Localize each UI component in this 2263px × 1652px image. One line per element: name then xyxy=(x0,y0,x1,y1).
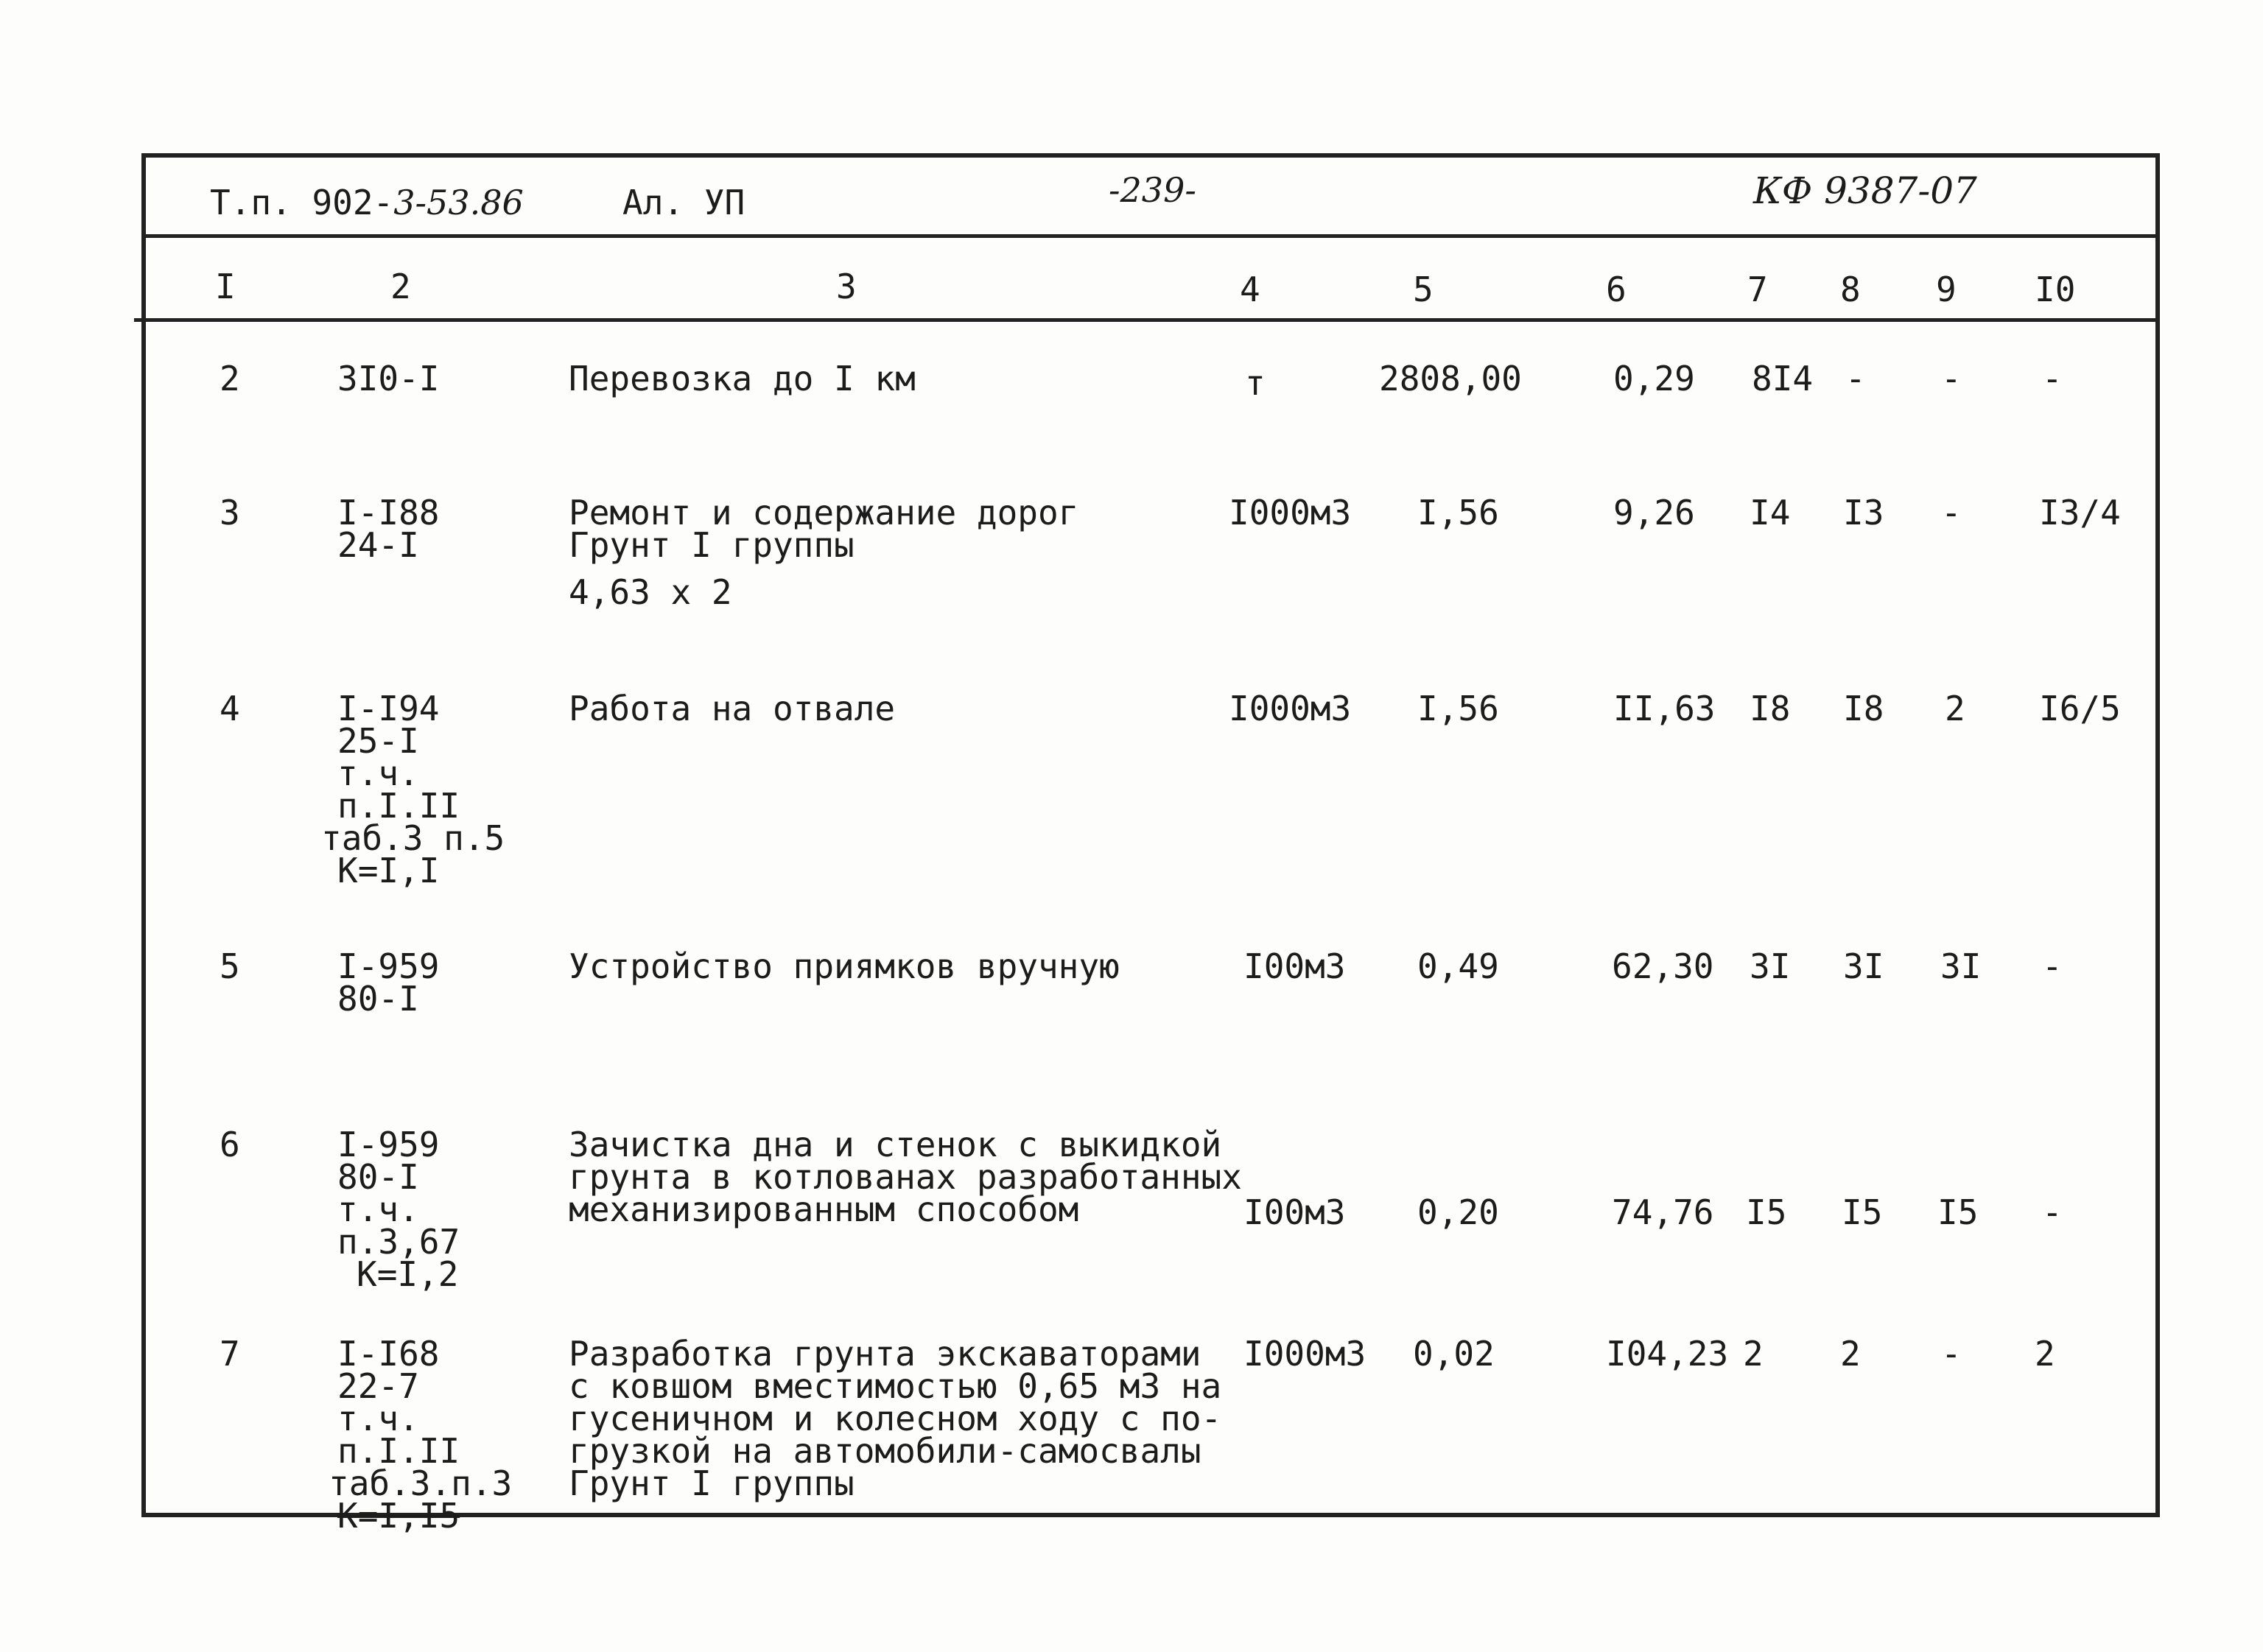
unit: I000м3 xyxy=(1229,689,1352,728)
code-line: К=I,I5 xyxy=(337,1496,460,1536)
description-line: гусеничном и колесном ходу с по- xyxy=(569,1399,1222,1438)
document-code: КФ 9387-07 xyxy=(1753,169,1977,212)
code-line: 3I0-I xyxy=(337,359,440,398)
quantity: I,56 xyxy=(1417,493,1499,532)
work-description xyxy=(569,1334,1222,1503)
col7-value: I4 xyxy=(1750,493,1791,532)
description-line: Работа на отвале xyxy=(569,689,896,728)
col8-value: I5 xyxy=(1842,1192,1883,1232)
description-line: Устройство приямков вручную xyxy=(569,946,1120,986)
description-line: грунта в котлованах разработанных xyxy=(569,1157,1242,1197)
description-line: механизированным способом xyxy=(569,1189,1079,1229)
col8-value: 2 xyxy=(1840,1334,1861,1374)
row-number: 6 xyxy=(220,1125,240,1164)
col10-value: - xyxy=(2042,946,2063,986)
code-line: I-I88 xyxy=(337,493,440,532)
col9-value: I5 xyxy=(1937,1192,1979,1232)
album-label: Ал. УП xyxy=(622,183,745,222)
unit: I000м3 xyxy=(1243,1334,1366,1374)
col10-value: 2 xyxy=(2035,1334,2055,1374)
quantity: I,56 xyxy=(1417,689,1499,728)
col-number-8: 8 xyxy=(1840,270,1861,309)
code-line: т.ч. xyxy=(337,1399,419,1438)
header-divider xyxy=(141,234,2160,238)
code-line: 80-I xyxy=(337,1157,419,1197)
code-line: I-I68 xyxy=(337,1334,440,1374)
code-line: 80-I xyxy=(337,979,419,1019)
col7-value: 3I xyxy=(1750,946,1791,986)
col9-value: 2 xyxy=(1945,689,1965,728)
work-description xyxy=(569,946,1120,986)
page-number: -239- xyxy=(1109,170,1196,210)
code-line: I-959 xyxy=(337,946,440,986)
code-line: т.ч. xyxy=(337,1189,419,1229)
description-line: Ремонт и содержание дорог xyxy=(569,493,1079,532)
code-line: I-I94 xyxy=(337,689,440,728)
col10-value: - xyxy=(2042,359,2063,398)
col-number-4: 4 xyxy=(1240,270,1260,309)
code-line: п.3,67 xyxy=(337,1222,460,1262)
doc-prefix: Т.п. 902- xyxy=(210,183,394,222)
doc-handwritten-part: 3-53.86 xyxy=(393,183,524,222)
code-line: К=I,I xyxy=(337,851,440,890)
col-number-7: 7 xyxy=(1747,270,1768,309)
rate: I04,23 xyxy=(1606,1334,1729,1374)
row-number: 3 xyxy=(220,493,240,532)
col7-value: 2 xyxy=(1743,1334,1764,1374)
code-line: п.I.II xyxy=(337,1431,460,1471)
col-number-5: 5 xyxy=(1413,270,1434,309)
col9-value: - xyxy=(1941,1334,1962,1374)
col9-value: 3I xyxy=(1940,946,1982,986)
description-line: Разработка грунта экскаваторами xyxy=(569,1334,1201,1374)
col10-value: I6/5 xyxy=(2039,689,2121,728)
col-number-3: 3 xyxy=(836,267,857,306)
code-line: К=I,2 xyxy=(357,1254,459,1294)
description-line: грузкой на автомобили-самосвалы xyxy=(569,1431,1201,1471)
work-description xyxy=(569,1125,1242,1229)
code-line: таб.3 п.5 xyxy=(321,818,505,858)
unit: I00м3 xyxy=(1243,1192,1346,1232)
description-line: Грунт I группы xyxy=(569,1463,855,1503)
code-line: 22-7 xyxy=(337,1366,419,1406)
col10-value: I3/4 xyxy=(2039,493,2121,532)
col7-value: 8I4 xyxy=(1752,359,1814,398)
col-number-10: I0 xyxy=(2035,270,2076,309)
col9-value: - xyxy=(1941,493,1962,532)
col7-value: I8 xyxy=(1750,689,1791,728)
col10-value: - xyxy=(2042,1192,2063,1232)
col9-value: - xyxy=(1941,359,1962,398)
norm-code xyxy=(337,359,440,398)
row-number: 2 xyxy=(220,359,240,398)
row-number: 4 xyxy=(220,689,240,728)
description-line: Перевозка до I км xyxy=(569,359,916,398)
col-number-9: 9 xyxy=(1936,270,1957,309)
col-number-1: I xyxy=(215,267,236,306)
rate: 0,29 xyxy=(1613,359,1695,398)
norm-code xyxy=(337,946,440,1019)
code-line: таб.3.п.3 xyxy=(329,1463,513,1503)
quantity: 0,49 xyxy=(1417,946,1499,986)
doc-number xyxy=(210,183,524,222)
code-line: 25-I xyxy=(337,721,419,761)
rate: 74,76 xyxy=(1612,1192,1714,1232)
description-line: Зачистка дна и стенок с выкидкой xyxy=(569,1125,1222,1164)
norm-code xyxy=(337,493,440,565)
rate: 9,26 xyxy=(1613,493,1695,532)
row-number: 7 xyxy=(220,1334,240,1374)
description-line: 4,63 х 2 xyxy=(569,572,732,612)
code-line: т.ч. xyxy=(337,753,419,793)
col8-value: I8 xyxy=(1843,689,1884,728)
norm-code xyxy=(321,689,505,890)
unit: т xyxy=(1245,363,1266,403)
col8-value: I3 xyxy=(1843,493,1884,532)
norm-code xyxy=(337,1125,460,1294)
work-description xyxy=(569,689,896,728)
col8-value: 3I xyxy=(1843,946,1884,986)
col-number-2: 2 xyxy=(390,267,411,306)
rate: 62,30 xyxy=(1612,946,1714,986)
quantity: 0,20 xyxy=(1417,1192,1499,1232)
work-description xyxy=(569,493,1079,612)
col-number-6: 6 xyxy=(1606,270,1627,309)
description-line: с ковшом вместимостью 0,65 м3 на xyxy=(569,1366,1222,1406)
rate: II,63 xyxy=(1613,689,1716,728)
norm-code xyxy=(329,1334,513,1536)
quantity: 0,02 xyxy=(1413,1334,1495,1374)
row-number: 5 xyxy=(220,946,240,986)
quantity: 2808,00 xyxy=(1379,359,1522,398)
col7-value: I5 xyxy=(1746,1192,1787,1232)
column-numbers-divider xyxy=(134,318,2160,322)
work-description xyxy=(569,359,916,398)
description-line: Грунт I группы xyxy=(569,525,855,565)
unit: I000м3 xyxy=(1229,493,1352,532)
code-line: 24-I xyxy=(337,525,419,565)
code-line: I-959 xyxy=(337,1125,440,1164)
code-line: п.I.II xyxy=(337,786,460,826)
unit: I00м3 xyxy=(1243,946,1346,986)
col8-value: - xyxy=(1845,359,1866,398)
